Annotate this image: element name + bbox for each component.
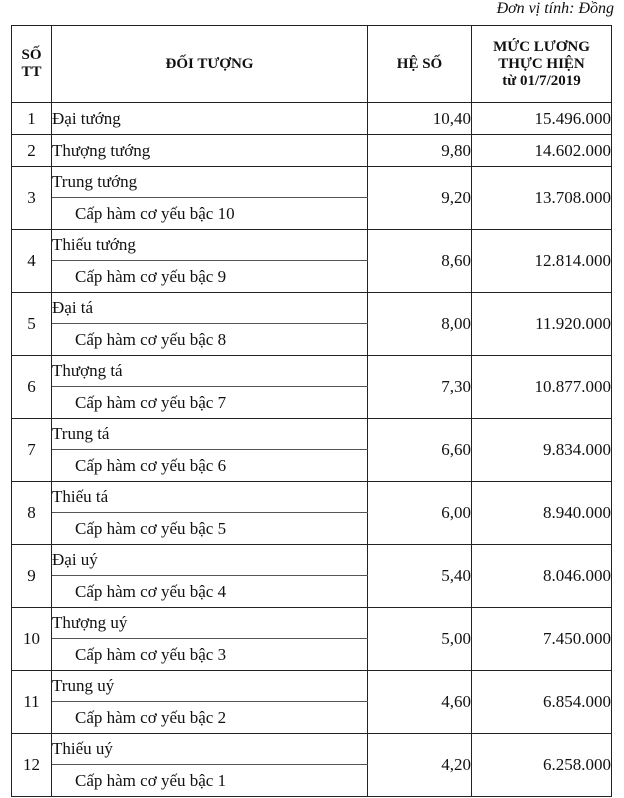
rank-name: Thiếu uý <box>52 734 368 765</box>
coefficient-value: 8,60 <box>368 230 472 293</box>
row-number: 1 <box>12 103 52 135</box>
cipher-rank-name: Cấp hàm cơ yếu bậc 6 <box>52 450 368 482</box>
cipher-rank-name: Cấp hàm cơ yếu bậc 2 <box>52 702 368 734</box>
rank-name: Thiếu tướng <box>52 230 368 261</box>
table-row <box>12 608 612 639</box>
coefficient-value: 5,40 <box>368 545 472 608</box>
salary-value: 8.940.000 <box>472 482 612 545</box>
rank-name: Trung tá <box>52 419 368 450</box>
salary-value: 7.450.000 <box>472 608 612 671</box>
table-row <box>12 230 612 261</box>
coefficient-value: 4,60 <box>368 671 472 734</box>
table-row <box>12 135 612 167</box>
salary-value: 11.920.000 <box>472 293 612 356</box>
row-number: 10 <box>12 608 52 671</box>
cipher-rank-name: Cấp hàm cơ yếu bậc 8 <box>52 324 368 356</box>
salary-value: 9.834.000 <box>472 419 612 482</box>
table-row <box>12 356 612 387</box>
row-number: 6 <box>12 356 52 419</box>
table-header-row <box>12 26 612 103</box>
rank-name: Trung tướng <box>52 167 368 198</box>
table-row <box>12 482 612 513</box>
coefficient-value: 7,30 <box>368 356 472 419</box>
rank-name: Thượng uý <box>52 608 368 639</box>
table-row <box>12 671 612 702</box>
row-number: 3 <box>12 167 52 230</box>
unit-label: Đơn vị tính: Đồng <box>496 0 614 17</box>
row-number: 9 <box>12 545 52 608</box>
salary-value: 14.602.000 <box>472 135 612 167</box>
rank-name: Thiếu tá <box>52 482 368 513</box>
coefficient-value: 8,00 <box>368 293 472 356</box>
table-row <box>12 103 612 135</box>
coefficient-value: 10,40 <box>368 103 472 135</box>
coefficient-value: 9,20 <box>368 167 472 230</box>
row-number: 7 <box>12 419 52 482</box>
rank-name: Thượng tá <box>52 356 368 387</box>
header-salary: MỨC LƯƠNG THỰC HIỆN từ 01/7/2019 <box>472 26 612 103</box>
coefficient-value: 6,00 <box>368 482 472 545</box>
salary-value: 12.814.000 <box>472 230 612 293</box>
header-coefficient: HỆ SỐ <box>368 26 472 103</box>
rank-name: Đại tá <box>52 293 368 324</box>
table-row <box>12 419 612 450</box>
header-subject: ĐỐI TƯỢNG <box>52 26 368 103</box>
salary-value: 15.496.000 <box>472 103 612 135</box>
cipher-rank-name: Cấp hàm cơ yếu bậc 1 <box>52 765 368 797</box>
row-number: 4 <box>12 230 52 293</box>
table-row <box>12 734 612 765</box>
row-number: 8 <box>12 482 52 545</box>
coefficient-value: 9,80 <box>368 135 472 167</box>
row-number: 12 <box>12 734 52 797</box>
header-no: SỐ TT <box>12 26 52 103</box>
rank-name: Thượng tướng <box>52 135 368 167</box>
coefficient-value: 6,60 <box>368 419 472 482</box>
row-number: 2 <box>12 135 52 167</box>
cipher-rank-name: Cấp hàm cơ yếu bậc 7 <box>52 387 368 419</box>
cipher-rank-name: Cấp hàm cơ yếu bậc 10 <box>52 198 368 230</box>
table-row <box>12 545 612 576</box>
cipher-rank-name: Cấp hàm cơ yếu bậc 4 <box>52 576 368 608</box>
row-number: 5 <box>12 293 52 356</box>
salary-table <box>11 25 612 797</box>
row-number: 11 <box>12 671 52 734</box>
coefficient-value: 4,20 <box>368 734 472 797</box>
salary-value: 6.258.000 <box>472 734 612 797</box>
salary-value: 13.708.000 <box>472 167 612 230</box>
rank-name: Đại uý <box>52 545 368 576</box>
cipher-rank-name: Cấp hàm cơ yếu bậc 9 <box>52 261 368 293</box>
cipher-rank-name: Cấp hàm cơ yếu bậc 5 <box>52 513 368 545</box>
rank-name: Trung uý <box>52 671 368 702</box>
rank-name: Đại tướng <box>52 103 368 135</box>
table-row <box>12 167 612 198</box>
salary-value: 8.046.000 <box>472 545 612 608</box>
salary-value: 10.877.000 <box>472 356 612 419</box>
salary-value: 6.854.000 <box>472 671 612 734</box>
table-row <box>12 293 612 324</box>
coefficient-value: 5,00 <box>368 608 472 671</box>
cipher-rank-name: Cấp hàm cơ yếu bậc 3 <box>52 639 368 671</box>
table-body <box>12 103 612 797</box>
